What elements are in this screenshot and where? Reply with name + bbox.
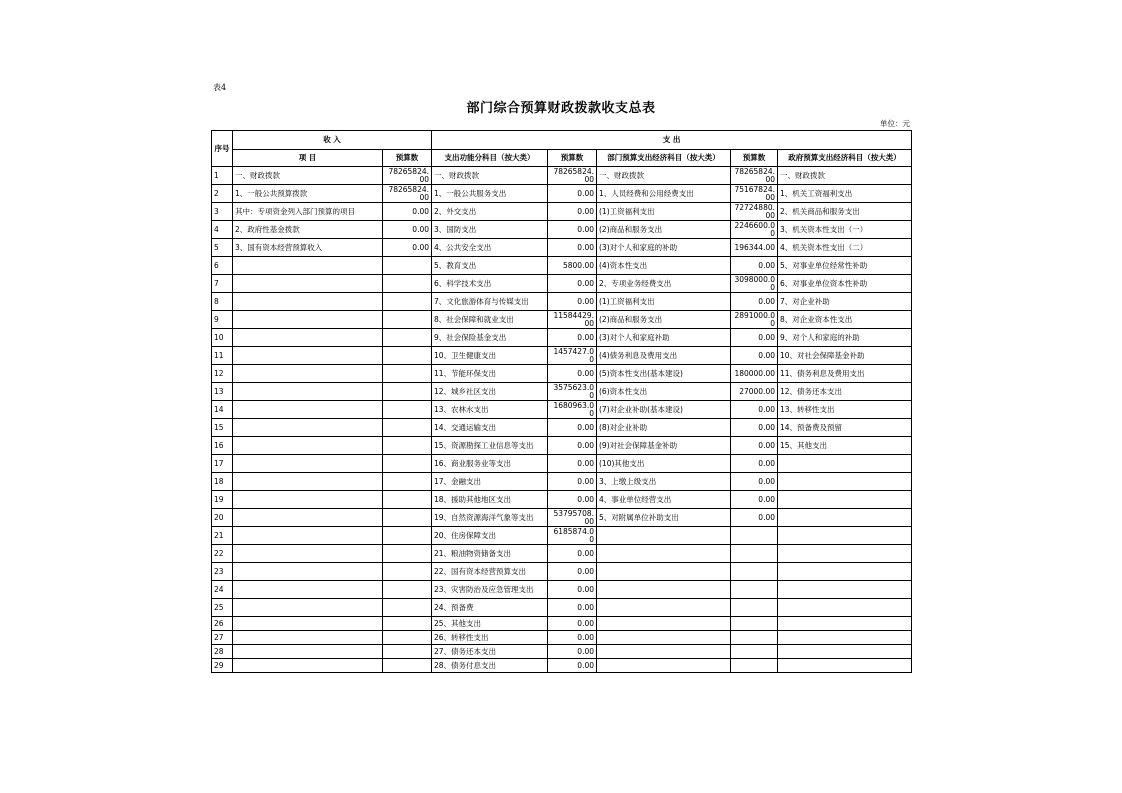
func-amount: 1680963.00 <box>548 401 597 419</box>
row-seq: 22 <box>212 545 233 563</box>
func-subject: 17、金融支出 <box>432 473 548 491</box>
row-seq: 3 <box>212 203 233 221</box>
dept-amount: 0.00 <box>731 509 778 527</box>
func-amount: 0.00 <box>548 293 597 311</box>
income-amount <box>383 545 432 563</box>
dept-econ-subject <box>597 563 731 581</box>
table-row <box>212 329 912 347</box>
row-seq: 27 <box>212 631 233 645</box>
func-subject: 一、财政拨款 <box>432 167 548 185</box>
func-subject: 25、其他支出 <box>432 617 548 631</box>
gov-econ-subject: 一、财政拨款 <box>778 167 912 185</box>
table-row <box>212 239 912 257</box>
table-row <box>212 631 912 645</box>
func-amount: 0.00 <box>548 599 597 617</box>
dept-amount: 0.00 <box>731 347 778 365</box>
dept-econ-subject: (8)对企业补助 <box>597 419 731 437</box>
income-amount <box>383 509 432 527</box>
income-item: 其中：专项资金列入部门预算的项目 <box>233 203 383 221</box>
row-seq: 17 <box>212 455 233 473</box>
gov-econ-subject <box>778 631 912 645</box>
row-seq: 8 <box>212 293 233 311</box>
dept-econ-subject: (10)其他支出 <box>597 455 731 473</box>
row-seq: 16 <box>212 437 233 455</box>
gov-econ-subject <box>778 617 912 631</box>
income-amount <box>383 365 432 383</box>
table-row <box>212 599 912 617</box>
table-number-label: 表4 <box>213 83 227 92</box>
row-seq: 26 <box>212 617 233 631</box>
dept-econ-subject <box>597 581 731 599</box>
income-item <box>233 581 383 599</box>
dept-econ-subject: 4、事业单位经营支出 <box>597 491 731 509</box>
func-amount: 0.00 <box>548 631 597 645</box>
row-seq: 18 <box>212 473 233 491</box>
income-item <box>233 347 383 365</box>
income-item <box>233 275 383 293</box>
dept-amount: 196344.00 <box>731 239 778 257</box>
row-seq: 2 <box>212 185 233 203</box>
income-amount <box>383 491 432 509</box>
header-item: 项 目 <box>233 150 383 167</box>
table-row <box>212 203 912 221</box>
income-amount <box>383 437 432 455</box>
func-subject: 20、住房保障支出 <box>432 527 548 545</box>
dept-amount: 2891000.00 <box>731 311 778 329</box>
table-row <box>212 581 912 599</box>
row-seq: 4 <box>212 221 233 239</box>
func-amount: 0.00 <box>548 455 597 473</box>
row-seq: 1 <box>212 167 233 185</box>
income-amount <box>383 293 432 311</box>
dept-econ-subject: (1)工资福利支出 <box>597 203 731 221</box>
income-amount: 0.00 <box>383 221 432 239</box>
dept-econ-subject: (3)对个人和家庭补助 <box>597 329 731 347</box>
dept-econ-subject: (3)对个人和家庭的补助 <box>597 239 731 257</box>
table-row <box>212 185 912 203</box>
row-seq: 20 <box>212 509 233 527</box>
table-row <box>212 437 912 455</box>
income-amount <box>383 563 432 581</box>
dept-amount: 72724880.00 <box>731 203 778 221</box>
income-amount <box>383 311 432 329</box>
row-seq: 6 <box>212 257 233 275</box>
func-amount: 5800.00 <box>548 257 597 275</box>
func-amount: 0.00 <box>548 185 597 203</box>
func-amount: 53795708.00 <box>548 509 597 527</box>
gov-econ-subject: 3、机关资本性支出（一） <box>778 221 912 239</box>
row-seq: 11 <box>212 347 233 365</box>
func-subject: 13、农林水支出 <box>432 401 548 419</box>
income-amount <box>383 257 432 275</box>
dept-econ-subject: (6)资本性支出 <box>597 383 731 401</box>
row-seq: 23 <box>212 563 233 581</box>
dept-econ-subject: (7)对企业补助(基本建设) <box>597 401 731 419</box>
func-amount: 0.00 <box>548 581 597 599</box>
income-item <box>233 563 383 581</box>
header-gov-econ: 政府预算支出经济科目（按大类） <box>778 150 912 167</box>
row-seq: 12 <box>212 365 233 383</box>
gov-econ-subject: 6、对事业单位资本性补助 <box>778 275 912 293</box>
header-income: 收 入 <box>233 131 432 150</box>
dept-econ-subject: (4)债务利息及费用支出 <box>597 347 731 365</box>
func-subject: 27、债务还本支出 <box>432 645 548 659</box>
dept-amount <box>731 631 778 645</box>
gov-econ-subject <box>778 659 912 673</box>
income-item: 2、政府性基金拨款 <box>233 221 383 239</box>
dept-amount <box>731 659 778 673</box>
dept-amount: 0.00 <box>731 293 778 311</box>
table-row <box>212 527 912 545</box>
page-title: 部门综合预算财政拨款收支总表 <box>466 101 656 116</box>
func-subject: 26、转移性支出 <box>432 631 548 645</box>
header-expense: 支 出 <box>432 131 912 150</box>
income-item <box>233 617 383 631</box>
income-amount: 78265824.00 <box>383 167 432 185</box>
income-amount <box>383 347 432 365</box>
gov-econ-subject <box>778 563 912 581</box>
dept-amount: 75167824.00 <box>731 185 778 203</box>
row-seq: 24 <box>212 581 233 599</box>
table-row <box>212 545 912 563</box>
gov-econ-subject: 4、机关资本性支出（二） <box>778 239 912 257</box>
gov-econ-subject <box>778 455 912 473</box>
gov-econ-subject: 14、预备费及预留 <box>778 419 912 437</box>
income-amount <box>383 599 432 617</box>
func-subject: 8、社会保障和就业支出 <box>432 311 548 329</box>
func-amount: 0.00 <box>548 203 597 221</box>
header-func-subject: 支出功能分科目（按大类） <box>432 150 548 167</box>
func-subject: 21、粮油物资储备支出 <box>432 545 548 563</box>
income-item: 3、国有资本经营预算收入 <box>233 239 383 257</box>
gov-econ-subject <box>778 491 912 509</box>
income-amount <box>383 383 432 401</box>
income-item <box>233 383 383 401</box>
gov-econ-subject: 9、对个人和家庭的补助 <box>778 329 912 347</box>
income-item <box>233 545 383 563</box>
dept-amount: 0.00 <box>731 491 778 509</box>
row-seq: 21 <box>212 527 233 545</box>
func-amount: 0.00 <box>548 329 597 347</box>
dept-amount: 0.00 <box>731 257 778 275</box>
row-seq: 28 <box>212 645 233 659</box>
func-subject: 23、灾害防治及应急管理支出 <box>432 581 548 599</box>
dept-amount <box>731 617 778 631</box>
table-row <box>212 347 912 365</box>
income-amount <box>383 617 432 631</box>
table-row <box>212 473 912 491</box>
gov-econ-subject <box>778 581 912 599</box>
row-seq: 5 <box>212 239 233 257</box>
dept-econ-subject <box>597 599 731 617</box>
income-amount <box>383 329 432 347</box>
table-row <box>212 645 912 659</box>
dept-amount: 0.00 <box>731 419 778 437</box>
gov-econ-subject <box>778 599 912 617</box>
dept-amount <box>731 563 778 581</box>
func-amount: 0.00 <box>548 491 597 509</box>
income-item <box>233 645 383 659</box>
func-amount: 0.00 <box>548 645 597 659</box>
func-subject: 12、城乡社区支出 <box>432 383 548 401</box>
func-subject: 3、国防支出 <box>432 221 548 239</box>
table-row <box>212 455 912 473</box>
gov-econ-subject: 8、对企业资本性支出 <box>778 311 912 329</box>
income-item <box>233 257 383 275</box>
income-item <box>233 527 383 545</box>
row-seq: 29 <box>212 659 233 673</box>
header-dept-budget: 预算数 <box>731 150 778 167</box>
func-subject: 1、一般公共服务支出 <box>432 185 548 203</box>
func-amount: 0.00 <box>548 365 597 383</box>
dept-amount <box>731 581 778 599</box>
income-item <box>233 473 383 491</box>
header-func-budget: 预算数 <box>548 150 597 167</box>
table-row <box>212 509 912 527</box>
dept-amount <box>731 527 778 545</box>
func-amount: 0.00 <box>548 419 597 437</box>
dept-amount: 3098000.00 <box>731 275 778 293</box>
income-item <box>233 455 383 473</box>
table-row <box>212 419 912 437</box>
dept-econ-subject: (5)资本性支出(基本建设) <box>597 365 731 383</box>
row-seq: 15 <box>212 419 233 437</box>
func-amount: 0.00 <box>548 563 597 581</box>
dept-econ-subject <box>597 645 731 659</box>
table-row <box>212 563 912 581</box>
func-subject: 22、国有资本经营预算支出 <box>432 563 548 581</box>
func-subject: 5、教育支出 <box>432 257 548 275</box>
income-item <box>233 329 383 347</box>
header-seq: 序号 <box>212 131 233 167</box>
func-subject: 28、债务付息支出 <box>432 659 548 673</box>
func-subject: 2、外交支出 <box>432 203 548 221</box>
income-amount <box>383 527 432 545</box>
income-item <box>233 631 383 645</box>
func-amount: 0.00 <box>548 473 597 491</box>
dept-amount: 180000.00 <box>731 365 778 383</box>
dept-econ-subject: (4)资本性支出 <box>597 257 731 275</box>
dept-econ-subject: (2)商品和服务支出 <box>597 221 731 239</box>
table-row <box>212 365 912 383</box>
table-row <box>212 617 912 631</box>
func-amount: 0.00 <box>548 545 597 563</box>
income-amount <box>383 631 432 645</box>
table-row <box>212 167 912 185</box>
gov-econ-subject: 15、其他支出 <box>778 437 912 455</box>
gov-econ-subject <box>778 509 912 527</box>
dept-econ-subject <box>597 617 731 631</box>
income-item <box>233 401 383 419</box>
func-subject: 9、社会保险基金支出 <box>432 329 548 347</box>
table-row <box>212 221 912 239</box>
dept-econ-subject: 一、财政拨款 <box>597 167 731 185</box>
func-subject: 18、援助其他地区支出 <box>432 491 548 509</box>
func-amount: 1457427.00 <box>548 347 597 365</box>
func-amount: 78265824.00 <box>548 167 597 185</box>
income-amount: 0.00 <box>383 239 432 257</box>
income-amount <box>383 581 432 599</box>
dept-amount: 0.00 <box>731 329 778 347</box>
gov-econ-subject: 10、对社会保障基金补助 <box>778 347 912 365</box>
income-item: 一、财政拨款 <box>233 167 383 185</box>
dept-amount <box>731 645 778 659</box>
func-amount: 11584429.00 <box>548 311 597 329</box>
income-item <box>233 311 383 329</box>
table-row <box>212 401 912 419</box>
func-subject: 16、商业服务业等支出 <box>432 455 548 473</box>
dept-econ-subject: 2、专项业务经费支出 <box>597 275 731 293</box>
func-subject: 15、资源勘探工业信息等支出 <box>432 437 548 455</box>
func-subject: 14、交通运输支出 <box>432 419 548 437</box>
income-amount <box>383 455 432 473</box>
table-body <box>212 167 912 673</box>
income-item <box>233 659 383 673</box>
func-amount: 0.00 <box>548 659 597 673</box>
header-income-budget: 预算数 <box>383 150 432 167</box>
gov-econ-subject: 13、转移性支出 <box>778 401 912 419</box>
income-amount <box>383 275 432 293</box>
func-subject: 19、自然资源海洋气象等支出 <box>432 509 548 527</box>
income-item <box>233 419 383 437</box>
func-subject: 10、卫生健康支出 <box>432 347 548 365</box>
gov-econ-subject <box>778 645 912 659</box>
gov-econ-subject <box>778 473 912 491</box>
dept-amount: 0.00 <box>731 401 778 419</box>
header-dept-econ: 部门预算支出经济科目（按大类） <box>597 150 731 167</box>
income-item <box>233 599 383 617</box>
gov-econ-subject: 11、债务利息及费用支出 <box>778 365 912 383</box>
func-amount: 0.00 <box>548 221 597 239</box>
table-row <box>212 659 912 673</box>
income-item <box>233 437 383 455</box>
income-item: 1、一般公共预算拨款 <box>233 185 383 203</box>
dept-amount: 2246600.00 <box>731 221 778 239</box>
dept-econ-subject: (1)工资福利支出 <box>597 293 731 311</box>
budget-table <box>211 130 912 673</box>
func-subject: 24、预备费 <box>432 599 548 617</box>
gov-econ-subject: 1、机关工资福利支出 <box>778 185 912 203</box>
table-row <box>212 275 912 293</box>
dept-amount <box>731 545 778 563</box>
dept-amount <box>731 599 778 617</box>
income-amount <box>383 659 432 673</box>
row-seq: 19 <box>212 491 233 509</box>
dept-econ-subject: 3、上缴上级支出 <box>597 473 731 491</box>
func-amount: 0.00 <box>548 617 597 631</box>
unit-label: 单位：元 <box>880 119 910 128</box>
dept-econ-subject <box>597 631 731 645</box>
dept-amount: 0.00 <box>731 473 778 491</box>
func-subject: 11、节能环保支出 <box>432 365 548 383</box>
income-amount <box>383 401 432 419</box>
dept-econ-subject: (2)商品和服务支出 <box>597 311 731 329</box>
func-amount: 0.00 <box>548 437 597 455</box>
gov-econ-subject: 2、机关商品和服务支出 <box>778 203 912 221</box>
row-seq: 14 <box>212 401 233 419</box>
income-item <box>233 293 383 311</box>
func-amount: 0.00 <box>548 239 597 257</box>
row-seq: 10 <box>212 329 233 347</box>
func-amount: 3575623.00 <box>548 383 597 401</box>
func-amount: 6185874.00 <box>548 527 597 545</box>
row-seq: 7 <box>212 275 233 293</box>
income-amount: 0.00 <box>383 203 432 221</box>
row-seq: 13 <box>212 383 233 401</box>
dept-amount: 27000.00 <box>731 383 778 401</box>
dept-econ-subject <box>597 527 731 545</box>
func-subject: 7、文化旅游体育与传媒支出 <box>432 293 548 311</box>
gov-econ-subject: 7、对企业补助 <box>778 293 912 311</box>
gov-econ-subject <box>778 527 912 545</box>
dept-econ-subject: 5、对附属单位补助支出 <box>597 509 731 527</box>
table-row <box>212 293 912 311</box>
income-amount <box>383 473 432 491</box>
income-amount: 78265824.00 <box>383 185 432 203</box>
income-amount <box>383 645 432 659</box>
gov-econ-subject: 5、对事业单位经常性补助 <box>778 257 912 275</box>
func-subject: 6、科学技术支出 <box>432 275 548 293</box>
dept-amount: 0.00 <box>731 437 778 455</box>
income-item <box>233 365 383 383</box>
table-row <box>212 491 912 509</box>
func-subject: 4、公共安全支出 <box>432 239 548 257</box>
gov-econ-subject: 12、债务还本支出 <box>778 383 912 401</box>
row-seq: 9 <box>212 311 233 329</box>
dept-amount: 0.00 <box>731 455 778 473</box>
table-row <box>212 383 912 401</box>
dept-econ-subject: 1、人员经费和公用经费支出 <box>597 185 731 203</box>
row-seq: 25 <box>212 599 233 617</box>
dept-econ-subject <box>597 545 731 563</box>
income-item <box>233 491 383 509</box>
table-row <box>212 311 912 329</box>
dept-econ-subject <box>597 659 731 673</box>
dept-econ-subject: (9)对社会保障基金补助 <box>597 437 731 455</box>
gov-econ-subject <box>778 545 912 563</box>
func-amount: 0.00 <box>548 275 597 293</box>
table-row <box>212 257 912 275</box>
income-amount <box>383 419 432 437</box>
income-item <box>233 509 383 527</box>
dept-amount: 78265824.00 <box>731 167 778 185</box>
